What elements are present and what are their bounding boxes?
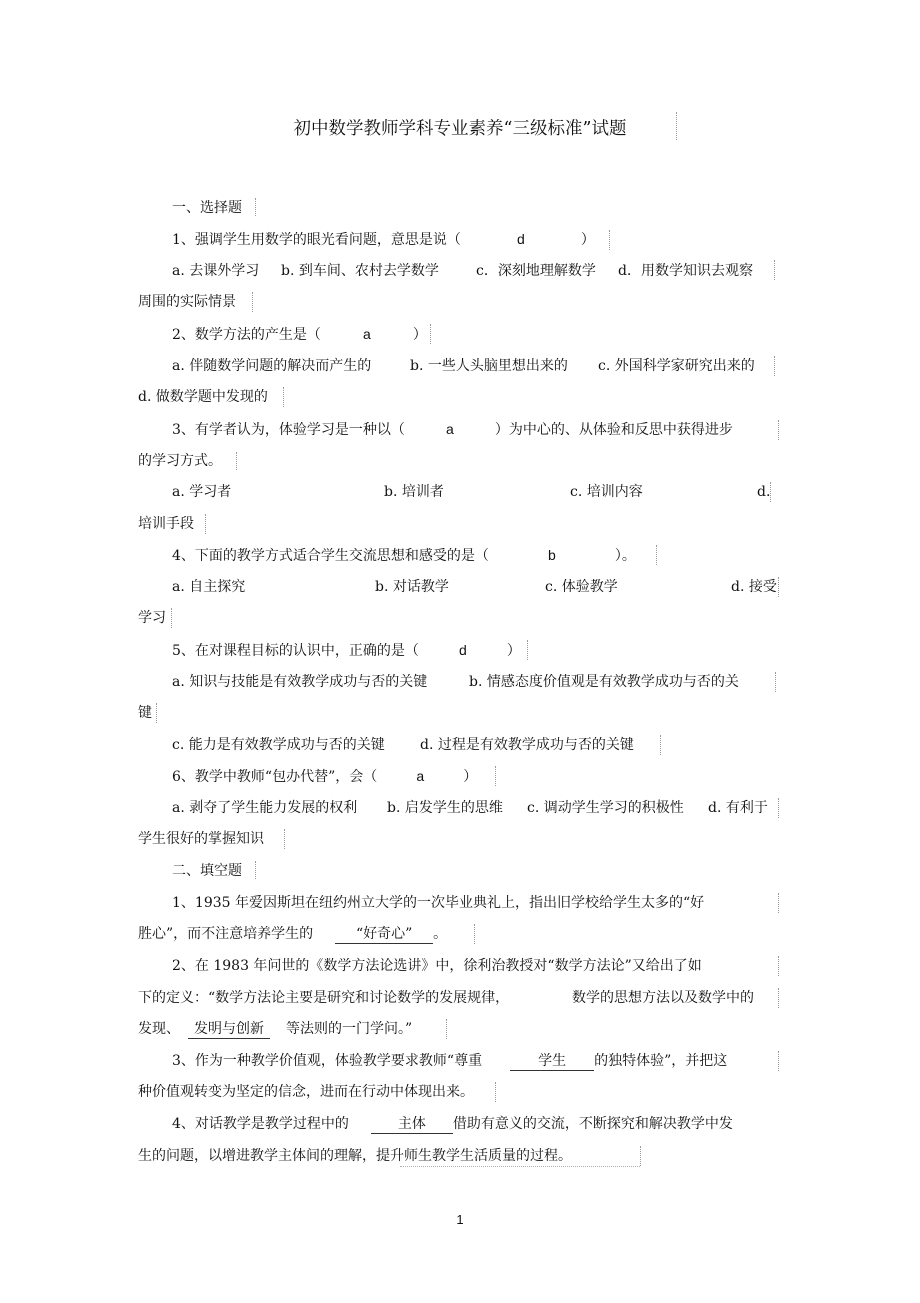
section-heading-fill: 二、填空题	[172, 863, 242, 879]
question-3-option-d-continued: 培训手段	[138, 516, 194, 532]
question-5-option-b-continued: 键	[138, 705, 152, 721]
question-1-option-a: a. 去课外学习	[172, 263, 260, 279]
title-divider	[676, 112, 677, 140]
question-1-option-c: c．深刻地理解数学	[476, 263, 596, 279]
fill-4-line-1: 4、对话教学是教学过程中的 主体 借助有意义的交流，不断探究和解决教学中发	[172, 1116, 733, 1132]
fill-3-answer: 学生	[510, 1052, 594, 1071]
question-4-option-d: d. 接受	[731, 579, 777, 595]
fill-1-answer: “好奇心”	[335, 925, 433, 944]
question-6-answer: a	[416, 768, 425, 784]
section-heading-choice: 一、选择题	[172, 200, 242, 216]
question-4-option-d-continued: 学习	[138, 610, 166, 626]
question-2-option-c: c. 外国科学家研究出来的	[598, 358, 755, 374]
question-2-option-a: a. 伴随数学问题的解决而产生的	[172, 358, 372, 374]
fill-2-line-1: 2、在 1983 年问世的《数学方法论选讲》中，徐利治教授对“数学方法论”又给出了如	[172, 958, 702, 974]
question-5-option-b: b. 情感态度价值观是有效教学成功与否的关	[469, 674, 739, 690]
question-5-option-c: c. 能力是有效教学成功与否的关键	[172, 737, 385, 753]
fill-3-line-2: 种价值观转变为坚定的信念，进而在行动中体现出来。	[138, 1084, 474, 1100]
fill-1-line-2: 胜心”，而不注意培养学生的 “好奇心” 。	[138, 926, 448, 942]
question-1-answer: d	[517, 231, 525, 247]
question-1-option-b: b. 到车间、农村去学数学	[281, 263, 439, 279]
question-1-option-d: d．用数学知识去观察	[618, 263, 753, 279]
fill-3-line-1: 3、作为一种教学价值观，体验教学要求教师“尊重 学生 的独特体验”，并把这	[172, 1053, 728, 1069]
question-6-option-b: b. 启发学生的思维	[387, 800, 503, 816]
fill-1-line-1: 1、1935 年爱因斯坦在纽约州立大学的一次毕业典礼上，指出旧学校给学生太多的“好	[172, 895, 705, 911]
question-5-answer: d	[459, 642, 467, 658]
question-5-stem: 5、在对课程目标的认识中，正确的是（ d ）	[172, 642, 521, 659]
question-2-answer: a	[363, 326, 371, 342]
question-6-stem: 6、教学中教师“包办代替”，会（ a ）	[172, 768, 478, 785]
fill-2-line-2a: 下的定义：“数学方法论主要是研究和讨论数学的发展规律，	[138, 990, 510, 1006]
question-2-stem: 2、数学方法的产生是（ a ）	[172, 326, 427, 343]
page-title: 初中数学教师学科专业素养“三级标准”试题	[293, 119, 627, 139]
question-5-option-d: d. 过程是有效教学成功与否的关键	[420, 737, 634, 753]
question-3-option-c: c. 培训内容	[570, 484, 643, 500]
question-3-stem-continued: 的学习方式。	[138, 453, 222, 469]
question-4-option-c: c. 体验教学	[545, 579, 618, 595]
question-3-answer: a	[446, 421, 454, 437]
fill-4-line-2: 生的问题，以增进教学主体间的理解，提升师生教学生活质量的过程。	[138, 1148, 572, 1164]
question-2-option-d: d. 做数学题中发现的	[138, 389, 268, 405]
fill-2-line-2b: 数学的思想方法以及数学中的	[572, 990, 754, 1006]
question-4-answer: b	[548, 547, 556, 563]
question-1-stem: 1、强调学生用数学的眼光看问题，意思是说（ d ）	[172, 231, 595, 248]
question-6-option-d: d. 有利于	[708, 800, 768, 816]
question-4-option-a: a. 自主探究	[172, 579, 246, 595]
question-6-option-d-continued: 学生很好的掌握知识	[138, 831, 264, 847]
question-4-option-b: b. 对话教学	[375, 579, 449, 595]
question-2-option-b: b. 一些人头脑里想出来的	[410, 358, 568, 374]
fill-4-answer: 主体	[371, 1115, 453, 1134]
question-6-option-a: a. 剥夺了学生能力发展的权利	[172, 800, 358, 816]
question-3-option-b: b. 培训者	[384, 484, 444, 500]
page-number: 1	[456, 1212, 464, 1227]
question-4-stem: 4、下面的教学方式适合学生交流思想和感受的是（ b ）。	[172, 547, 636, 564]
question-3-option-a: a. 学习者	[172, 484, 232, 500]
question-3-stem: 3、有学者认为，体验学习是一种以（ a ）为中心的、从体验和反思中获得进步	[172, 421, 733, 438]
question-3-option-d: d.	[757, 484, 771, 500]
question-5-option-a: a. 知识与技能是有效教学成功与否的关键	[172, 674, 428, 690]
fill-2-answer: 发明与创新	[188, 1020, 270, 1039]
question-1-option-d-continued: 周围的实际情景	[138, 294, 236, 310]
fill-2-line-3: 发现、 发明与创新 等法则的一门学问。”	[138, 1021, 413, 1037]
question-6-option-c: c. 调动学生学习的积极性	[527, 800, 684, 816]
